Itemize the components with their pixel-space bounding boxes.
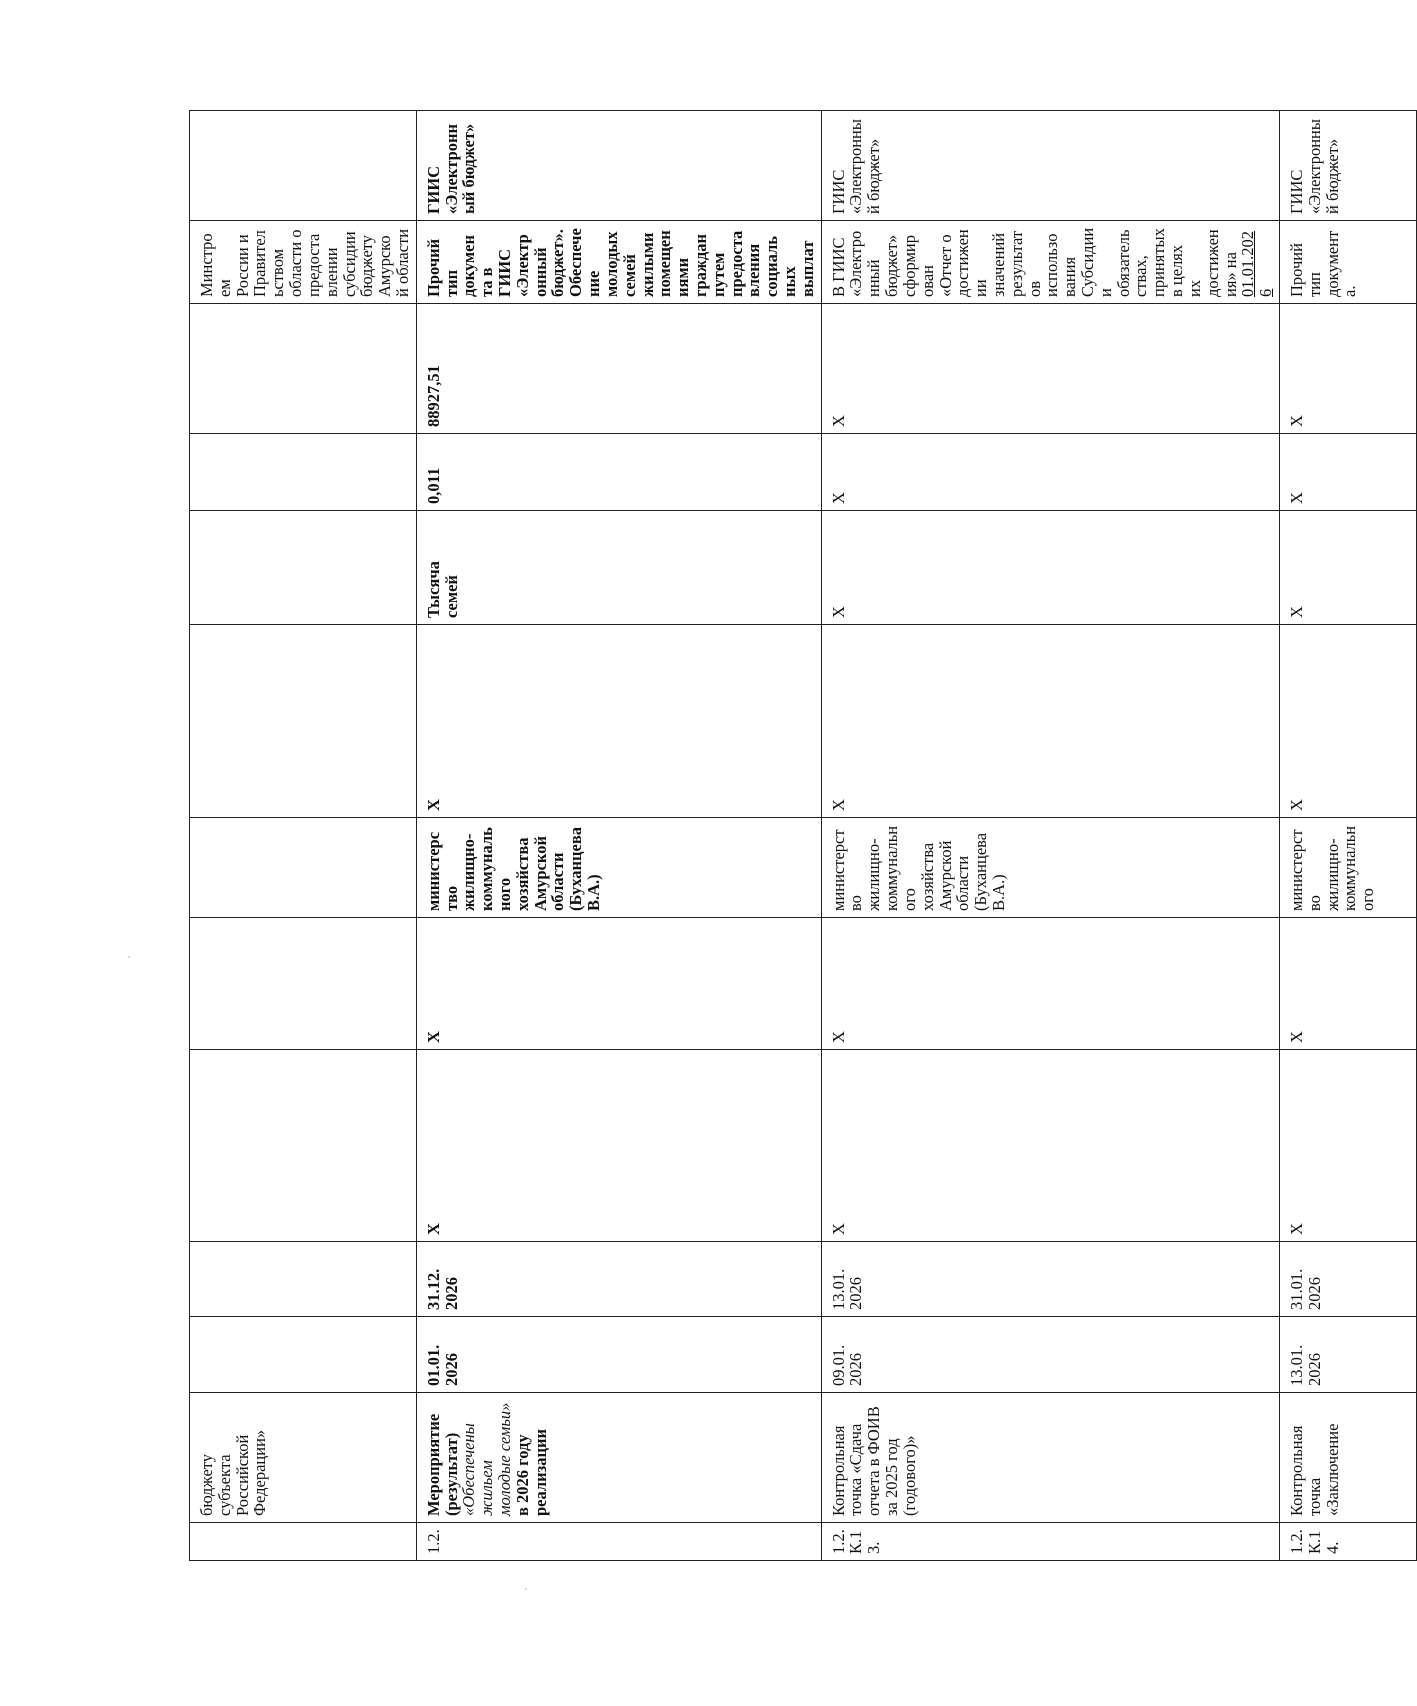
cell-start-date: 01.01. 2026 — [416, 1317, 821, 1393]
cell-num — [190, 1523, 417, 1561]
cell-system: ГИИС «Электронный бюджет» — [416, 111, 821, 221]
cell-col-8: Х — [416, 625, 821, 818]
cell-col-8: Х — [1279, 625, 1416, 818]
cell-value — [190, 434, 417, 511]
cell-name — [416, 1393, 821, 1523]
cell-num: 1.2. — [416, 1523, 821, 1561]
cell-unit: Х — [821, 511, 1279, 625]
cell-col-6: Х — [1279, 918, 1416, 1050]
cell-col-5 — [190, 1050, 417, 1242]
cell-col-5: Х — [416, 1050, 821, 1242]
cell-sum: Х — [821, 304, 1279, 434]
name-italic: «Обеспечены жильем молодые семьи» — [459, 1402, 514, 1516]
scan-speck — [525, 1588, 527, 1590]
cell-end-date: 31.12. 2026 — [416, 1242, 821, 1317]
cell-responsible: министерство жилищно-коммунального — [1279, 818, 1416, 918]
cell-responsible: министерство жилищно-коммунального хозяйства Амурской области (Буханцева В.А.) — [821, 818, 1279, 918]
cell-num: 1.2. К.1 3. — [821, 1523, 1279, 1561]
cell-value: Х — [1279, 434, 1416, 511]
cell-sum — [190, 304, 417, 434]
cell-end-date: 31.01. 2026 — [1279, 1242, 1416, 1317]
cell-name: Контрольная точка «Сдача отчета в ФОИВ за 2025 год (годового)» — [821, 1393, 1279, 1523]
cell-sum: 88927,51 — [416, 304, 821, 434]
rotated-table-container — [189, 111, 1378, 1561]
cell-col-8: Х — [821, 625, 1279, 818]
table-row — [1279, 111, 1416, 1561]
cell-col-8 — [190, 625, 417, 818]
table-row — [416, 111, 821, 1561]
cell-end-date — [190, 1242, 417, 1317]
cell-document: Минстроем России и Правительством области о предоставлении субсидии бюджету Амурской области — [190, 221, 417, 304]
document-text: В ГИИС «Электронный бюджет» сформирован «Отчет о достижении значений результатов использования Субсидии и обязательствах, принятых в целях их достижения» на — [828, 227, 1240, 297]
cell-responsible — [190, 818, 417, 918]
cell-col-5: Х — [1279, 1050, 1416, 1242]
cell-name: бюджету субъекта Российской Федерации» — [190, 1393, 417, 1523]
cell-system: ГИИС «Электронный бюджет» — [821, 111, 1279, 221]
document-date: 01.01.2026 — [1238, 231, 1276, 297]
cell-document: Прочий тип документа в ГИИС «Электронный бюджет». Обеспечение молодых семей жилыми помещениями граждан путем предоставления социальных выплат — [416, 221, 821, 304]
table-row — [190, 111, 417, 1561]
name-prefix: Мероприятие (результат) — [423, 1413, 461, 1516]
cell-unit — [190, 511, 417, 625]
cell-system — [190, 111, 417, 221]
cell-end-date: 13.01. 2026 — [821, 1242, 1279, 1317]
cell-unit: Тысяча семей — [416, 511, 821, 625]
cell-start-date: 13.01. 2026 — [1279, 1317, 1416, 1393]
scan-speck — [128, 956, 130, 958]
cell-start-date: 09.01. 2026 — [821, 1317, 1279, 1393]
cell-document: Прочий тип документа. — [1279, 221, 1416, 304]
cell-name: Контрольная точка «Заключение — [1279, 1393, 1416, 1523]
plan-table — [189, 110, 1417, 1561]
cell-num: 1.2. К.1 4. — [1279, 1523, 1416, 1561]
cell-responsible: министерство жилищно-коммунального хозяйства Амурской области (Буханцева В.А.) — [416, 818, 821, 918]
cell-sum: Х — [1279, 304, 1416, 434]
cell-system: ГИИС «Электронный бюджет» — [1279, 111, 1416, 221]
cell-value: Х — [821, 434, 1279, 511]
cell-start-date — [190, 1317, 417, 1393]
cell-unit: Х — [1279, 511, 1416, 625]
cell-col-5: Х — [821, 1050, 1279, 1242]
table-row — [821, 111, 1279, 1561]
cell-col-6 — [190, 918, 417, 1050]
cell-value: 0,011 — [416, 434, 821, 511]
cell-document — [821, 221, 1279, 304]
cell-col-6: Х — [416, 918, 821, 1050]
name-suffix: в 2026 году реализации — [512, 1428, 550, 1516]
cell-col-6: Х — [821, 918, 1279, 1050]
